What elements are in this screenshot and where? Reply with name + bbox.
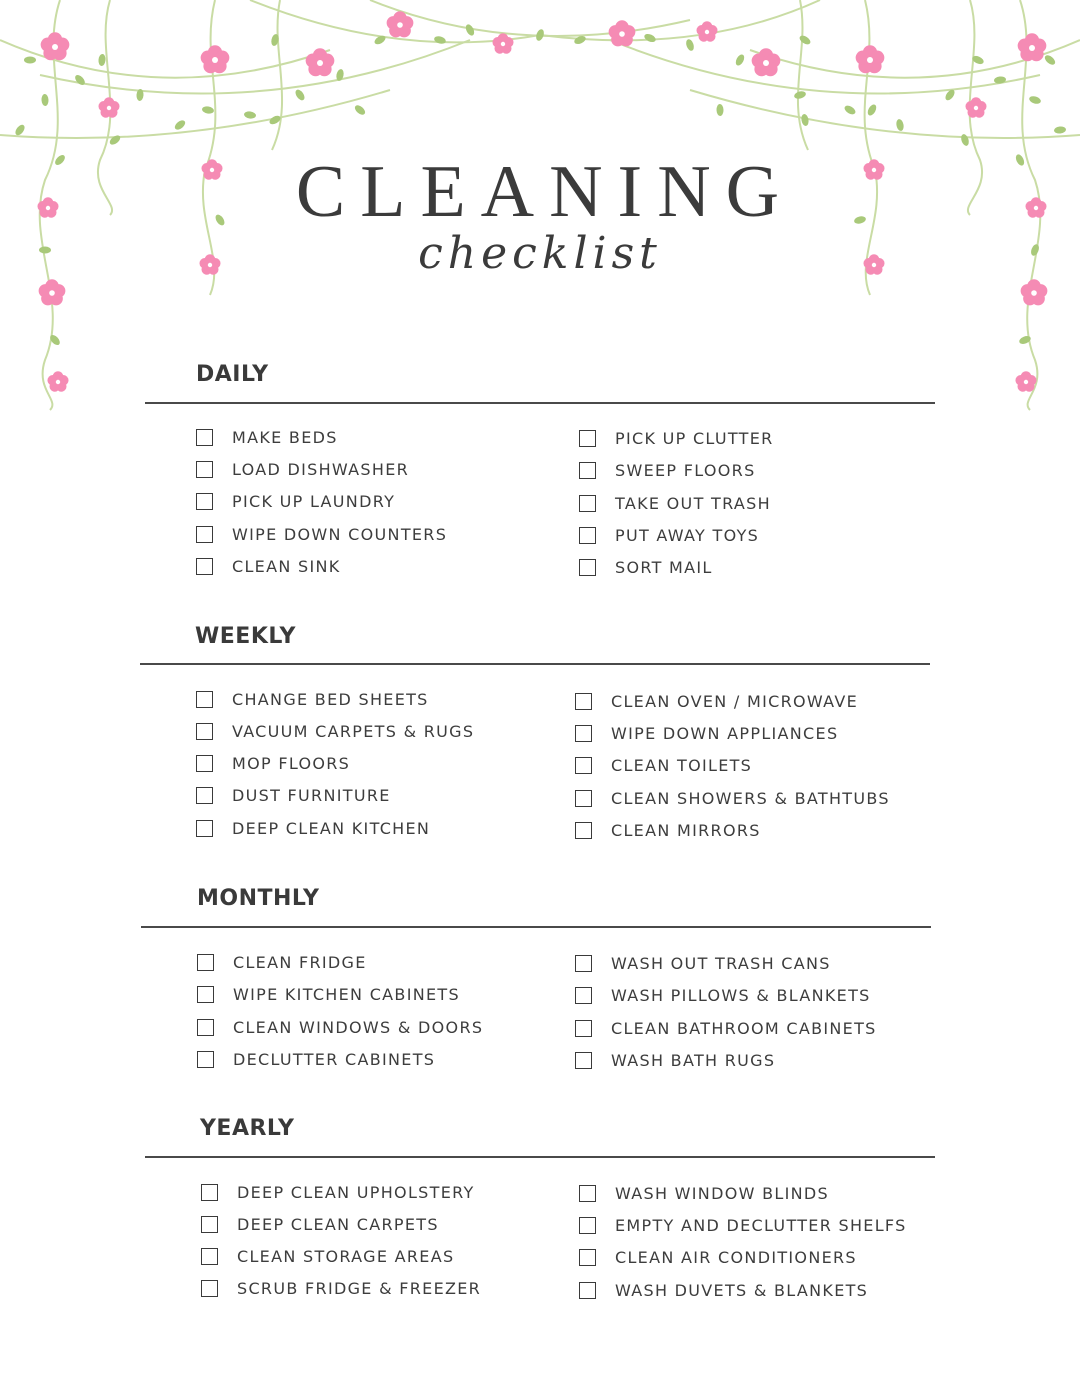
leaf-decoration — [793, 90, 806, 100]
checklist-item[interactable] — [579, 459, 756, 481]
item-label: WASH BATH RUGS — [611, 1050, 776, 1070]
flower-decoration — [856, 45, 885, 73]
flower-decoration — [306, 48, 335, 76]
page-title: CLEANING — [295, 151, 795, 233]
checkbox[interactable] — [201, 1248, 218, 1265]
checklist-item[interactable] — [579, 1279, 868, 1301]
leaf-decoration — [866, 103, 878, 117]
leaf-decoration — [98, 54, 106, 67]
section-title: YEARLY — [200, 1116, 295, 1141]
checkbox[interactable] — [197, 986, 214, 1003]
leaf-decoration — [643, 32, 657, 43]
section-title: WEEKLY — [195, 624, 296, 649]
checklist-item[interactable] — [575, 754, 752, 776]
leaf-decoration — [895, 118, 904, 131]
checkbox[interactable] — [579, 1282, 596, 1299]
checklist-item[interactable] — [579, 524, 759, 546]
item-label: DEEP CLEAN UPHOLSTERY — [237, 1182, 475, 1202]
item-label: WIPE KITCHEN CABINETS — [233, 984, 460, 1004]
leaf-decoration — [173, 119, 187, 132]
item-label: PUT AWAY TOYS — [615, 525, 760, 545]
leaf-decoration — [1028, 95, 1042, 105]
item-label: EMPTY AND DECLUTTER SHELFS — [615, 1215, 907, 1235]
leaf-decoration — [843, 104, 857, 116]
leaf-decoration — [1054, 126, 1067, 134]
leaf-decoration — [433, 35, 446, 45]
flower-decoration — [696, 21, 717, 42]
item-label: WASH WINDOW BLINDS — [615, 1183, 829, 1203]
checkbox[interactable] — [197, 1019, 214, 1036]
checkbox[interactable] — [579, 559, 596, 576]
item-label: DEEP CLEAN CARPETS — [237, 1214, 439, 1234]
checklist-item[interactable] — [196, 720, 474, 742]
flower-decoration — [41, 32, 70, 60]
leaf-decoration — [734, 53, 746, 67]
checklist-item[interactable] — [197, 1016, 483, 1038]
leaf-decoration — [353, 103, 367, 116]
item-label: CHANGE BED SHEETS — [232, 689, 429, 709]
checklist-item[interactable] — [579, 1182, 829, 1204]
flower-decoration — [47, 371, 68, 392]
leaf-decoration — [108, 134, 122, 147]
checkbox[interactable] — [579, 495, 596, 512]
item-label: CLEAN FRIDGE — [233, 952, 367, 972]
checkbox[interactable] — [575, 955, 592, 972]
leaf-decoration — [1043, 53, 1057, 66]
checklist-item[interactable] — [196, 426, 338, 448]
checkbox[interactable] — [579, 1217, 596, 1234]
leaf-decoration — [801, 113, 810, 126]
item-label: WIPE DOWN COUNTERS — [232, 524, 448, 544]
item-label: CLEAN AIR CONDITIONERS — [615, 1247, 857, 1267]
checkbox[interactable] — [201, 1216, 218, 1233]
checklist-item[interactable] — [579, 1246, 857, 1268]
checkbox[interactable] — [197, 1051, 214, 1068]
item-label: SCRUB FRIDGE & FREEZER — [237, 1278, 482, 1298]
section-divider — [145, 1156, 935, 1158]
item-label: CLEAN WINDOWS & DOORS — [233, 1017, 484, 1037]
checklist-item[interactable] — [575, 984, 871, 1006]
checklist-item[interactable] — [575, 1017, 877, 1039]
flower-decoration — [1018, 33, 1047, 61]
checklist-item[interactable] — [579, 492, 771, 514]
checkbox[interactable] — [201, 1280, 218, 1297]
flower-decoration — [1021, 279, 1048, 305]
leaf-decoration — [14, 123, 27, 137]
leaf-decoration — [798, 34, 812, 46]
flower-decoration — [1015, 371, 1036, 392]
checklist-item[interactable] — [201, 1245, 454, 1267]
checklist-item[interactable] — [196, 458, 409, 480]
flower-decoration — [492, 33, 513, 54]
checkbox[interactable] — [575, 790, 592, 807]
item-label: PICK UP LAUNDRY — [232, 491, 396, 511]
checkbox[interactable] — [579, 430, 596, 447]
item-label: VACUUM CARPETS & RUGS — [232, 721, 475, 741]
checklist-item[interactable] — [197, 1048, 435, 1070]
checklist-item[interactable] — [196, 523, 447, 545]
section-title: DAILY — [196, 362, 269, 387]
flower-decoration — [965, 97, 986, 118]
flower-decoration — [98, 97, 119, 118]
checklist-item[interactable] — [575, 690, 858, 712]
item-label: MAKE BEDS — [232, 427, 338, 447]
checkbox[interactable] — [196, 787, 213, 804]
leaf-decoration — [716, 104, 723, 116]
item-label: LOAD DISHWASHER — [232, 459, 410, 479]
checklist-item[interactable] — [579, 556, 713, 578]
checkbox[interactable] — [575, 987, 592, 1004]
item-label: CLEAN MIRRORS — [611, 820, 761, 840]
page-subtitle: checklist — [418, 228, 662, 279]
item-label: DUST FURNITURE — [232, 785, 391, 805]
checkbox[interactable] — [579, 527, 596, 544]
checkbox[interactable] — [575, 1020, 592, 1037]
checklist-item[interactable] — [201, 1277, 481, 1299]
item-label: CLEAN SHOWERS & BATHTUBS — [611, 788, 890, 808]
checkbox[interactable] — [575, 1052, 592, 1069]
leaf-decoration — [41, 94, 49, 106]
leaf-decoration — [960, 133, 970, 147]
item-label: SORT MAIL — [615, 557, 713, 577]
item-label: CLEAN OVEN / MICROWAVE — [611, 691, 859, 711]
checklist-item[interactable] — [196, 688, 429, 710]
checkbox[interactable] — [201, 1184, 218, 1201]
checkbox[interactable] — [575, 693, 592, 710]
checkbox[interactable] — [579, 462, 596, 479]
item-label: CLEAN STORAGE AREAS — [237, 1246, 455, 1266]
checkbox[interactable] — [575, 822, 592, 839]
checklist-item[interactable] — [196, 752, 350, 774]
checkbox[interactable] — [196, 755, 213, 772]
checkbox[interactable] — [197, 954, 214, 971]
checklist-item[interactable] — [575, 722, 838, 744]
checklist-item[interactable] — [196, 784, 391, 806]
flower-decoration — [201, 45, 230, 73]
leaf-decoration — [244, 111, 257, 120]
checklist-item[interactable] — [201, 1213, 439, 1235]
section-divider — [140, 663, 930, 665]
checkbox[interactable] — [575, 757, 592, 774]
item-label: WASH PILLOWS & BLANKETS — [611, 985, 871, 1005]
leaf-decoration — [294, 88, 307, 102]
item-label: DECLUTTER CABINETS — [233, 1049, 436, 1069]
item-label: PICK UP CLUTTER — [615, 428, 774, 448]
checklist-item[interactable] — [196, 555, 341, 577]
item-label: WASH OUT TRASH CANS — [611, 953, 831, 973]
checklist-item[interactable] — [197, 951, 367, 973]
checkbox[interactable] — [196, 526, 213, 543]
checkbox[interactable] — [196, 461, 213, 478]
checklist-item[interactable] — [575, 787, 890, 809]
item-label: WASH DUVETS & BLANKETS — [615, 1280, 869, 1300]
item-label: MOP FLOORS — [232, 753, 351, 773]
item-label: WIPE DOWN APPLIANCES — [611, 723, 839, 743]
checkbox[interactable] — [196, 691, 213, 708]
flower-decoration — [39, 279, 66, 305]
checkbox[interactable] — [196, 723, 213, 740]
item-label: CLEAN TOILETS — [611, 755, 753, 775]
checkbox[interactable] — [579, 1185, 596, 1202]
section-title: MONTHLY — [197, 886, 320, 911]
checklist-item[interactable] — [575, 1049, 775, 1071]
checkbox[interactable] — [196, 558, 213, 575]
leaf-decoration — [24, 57, 36, 64]
checklist-item[interactable] — [579, 1214, 907, 1236]
checklist-item[interactable] — [575, 952, 831, 974]
section-divider — [141, 926, 931, 928]
checkbox[interactable] — [575, 725, 592, 742]
checkbox[interactable] — [196, 820, 213, 837]
checkbox[interactable] — [579, 1249, 596, 1266]
flower-decoration — [609, 20, 636, 46]
leaf-decoration — [202, 106, 215, 115]
checklist-item[interactable] — [201, 1181, 475, 1203]
checklist-item[interactable] — [196, 817, 430, 839]
checkbox[interactable] — [196, 429, 213, 446]
item-label: CLEAN BATHROOM CABINETS — [611, 1018, 877, 1038]
item-label: SWEEP FLOORS — [615, 460, 756, 480]
checklist-item[interactable] — [197, 983, 460, 1005]
checklist-item[interactable] — [196, 490, 395, 512]
item-label: TAKE OUT TRASH — [615, 493, 771, 513]
section-divider — [145, 402, 935, 404]
item-label: DEEP CLEAN KITCHEN — [232, 818, 431, 838]
flower-decoration — [387, 11, 414, 37]
checklist-item[interactable] — [579, 427, 774, 449]
leaf-decoration — [685, 38, 696, 52]
item-label: CLEAN SINK — [232, 556, 341, 576]
checklist-item[interactable] — [575, 819, 761, 841]
checkbox[interactable] — [196, 493, 213, 510]
